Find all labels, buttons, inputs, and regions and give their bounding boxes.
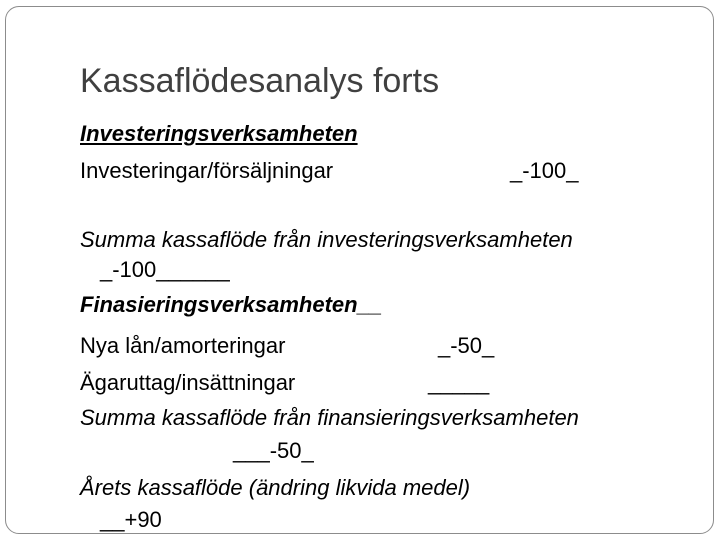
year-cashflow-value: __+90 (100, 507, 162, 532)
financing-heading: Finasieringsverksamheten__ (80, 292, 383, 317)
investing-sum-label: Summa kassaflöde från investeringsverksamheten (80, 227, 573, 252)
loans-value: _-50_ (438, 333, 495, 358)
investing-sum-value: _-100______ (100, 257, 230, 282)
year-cashflow-label: Årets kassaflöde (ändring likvida medel) (80, 475, 471, 500)
owner-withdrawals-value: _____ (428, 370, 490, 395)
investments-value: _-100_ (510, 158, 579, 183)
investments-label: Investeringar/försäljningar (80, 158, 334, 183)
investing-heading: Investeringsverksamheten (80, 121, 358, 146)
financing-sum-value: ___-50_ (233, 438, 314, 463)
loans-label: Nya lån/amorteringar (80, 333, 286, 358)
owner-withdrawals-label: Ägaruttag/insättningar (80, 370, 296, 395)
slide-title: Kassaflödesanalys forts (80, 62, 440, 100)
financing-sum-label: Summa kassaflöde från finansieringsverksamheten (80, 405, 579, 430)
